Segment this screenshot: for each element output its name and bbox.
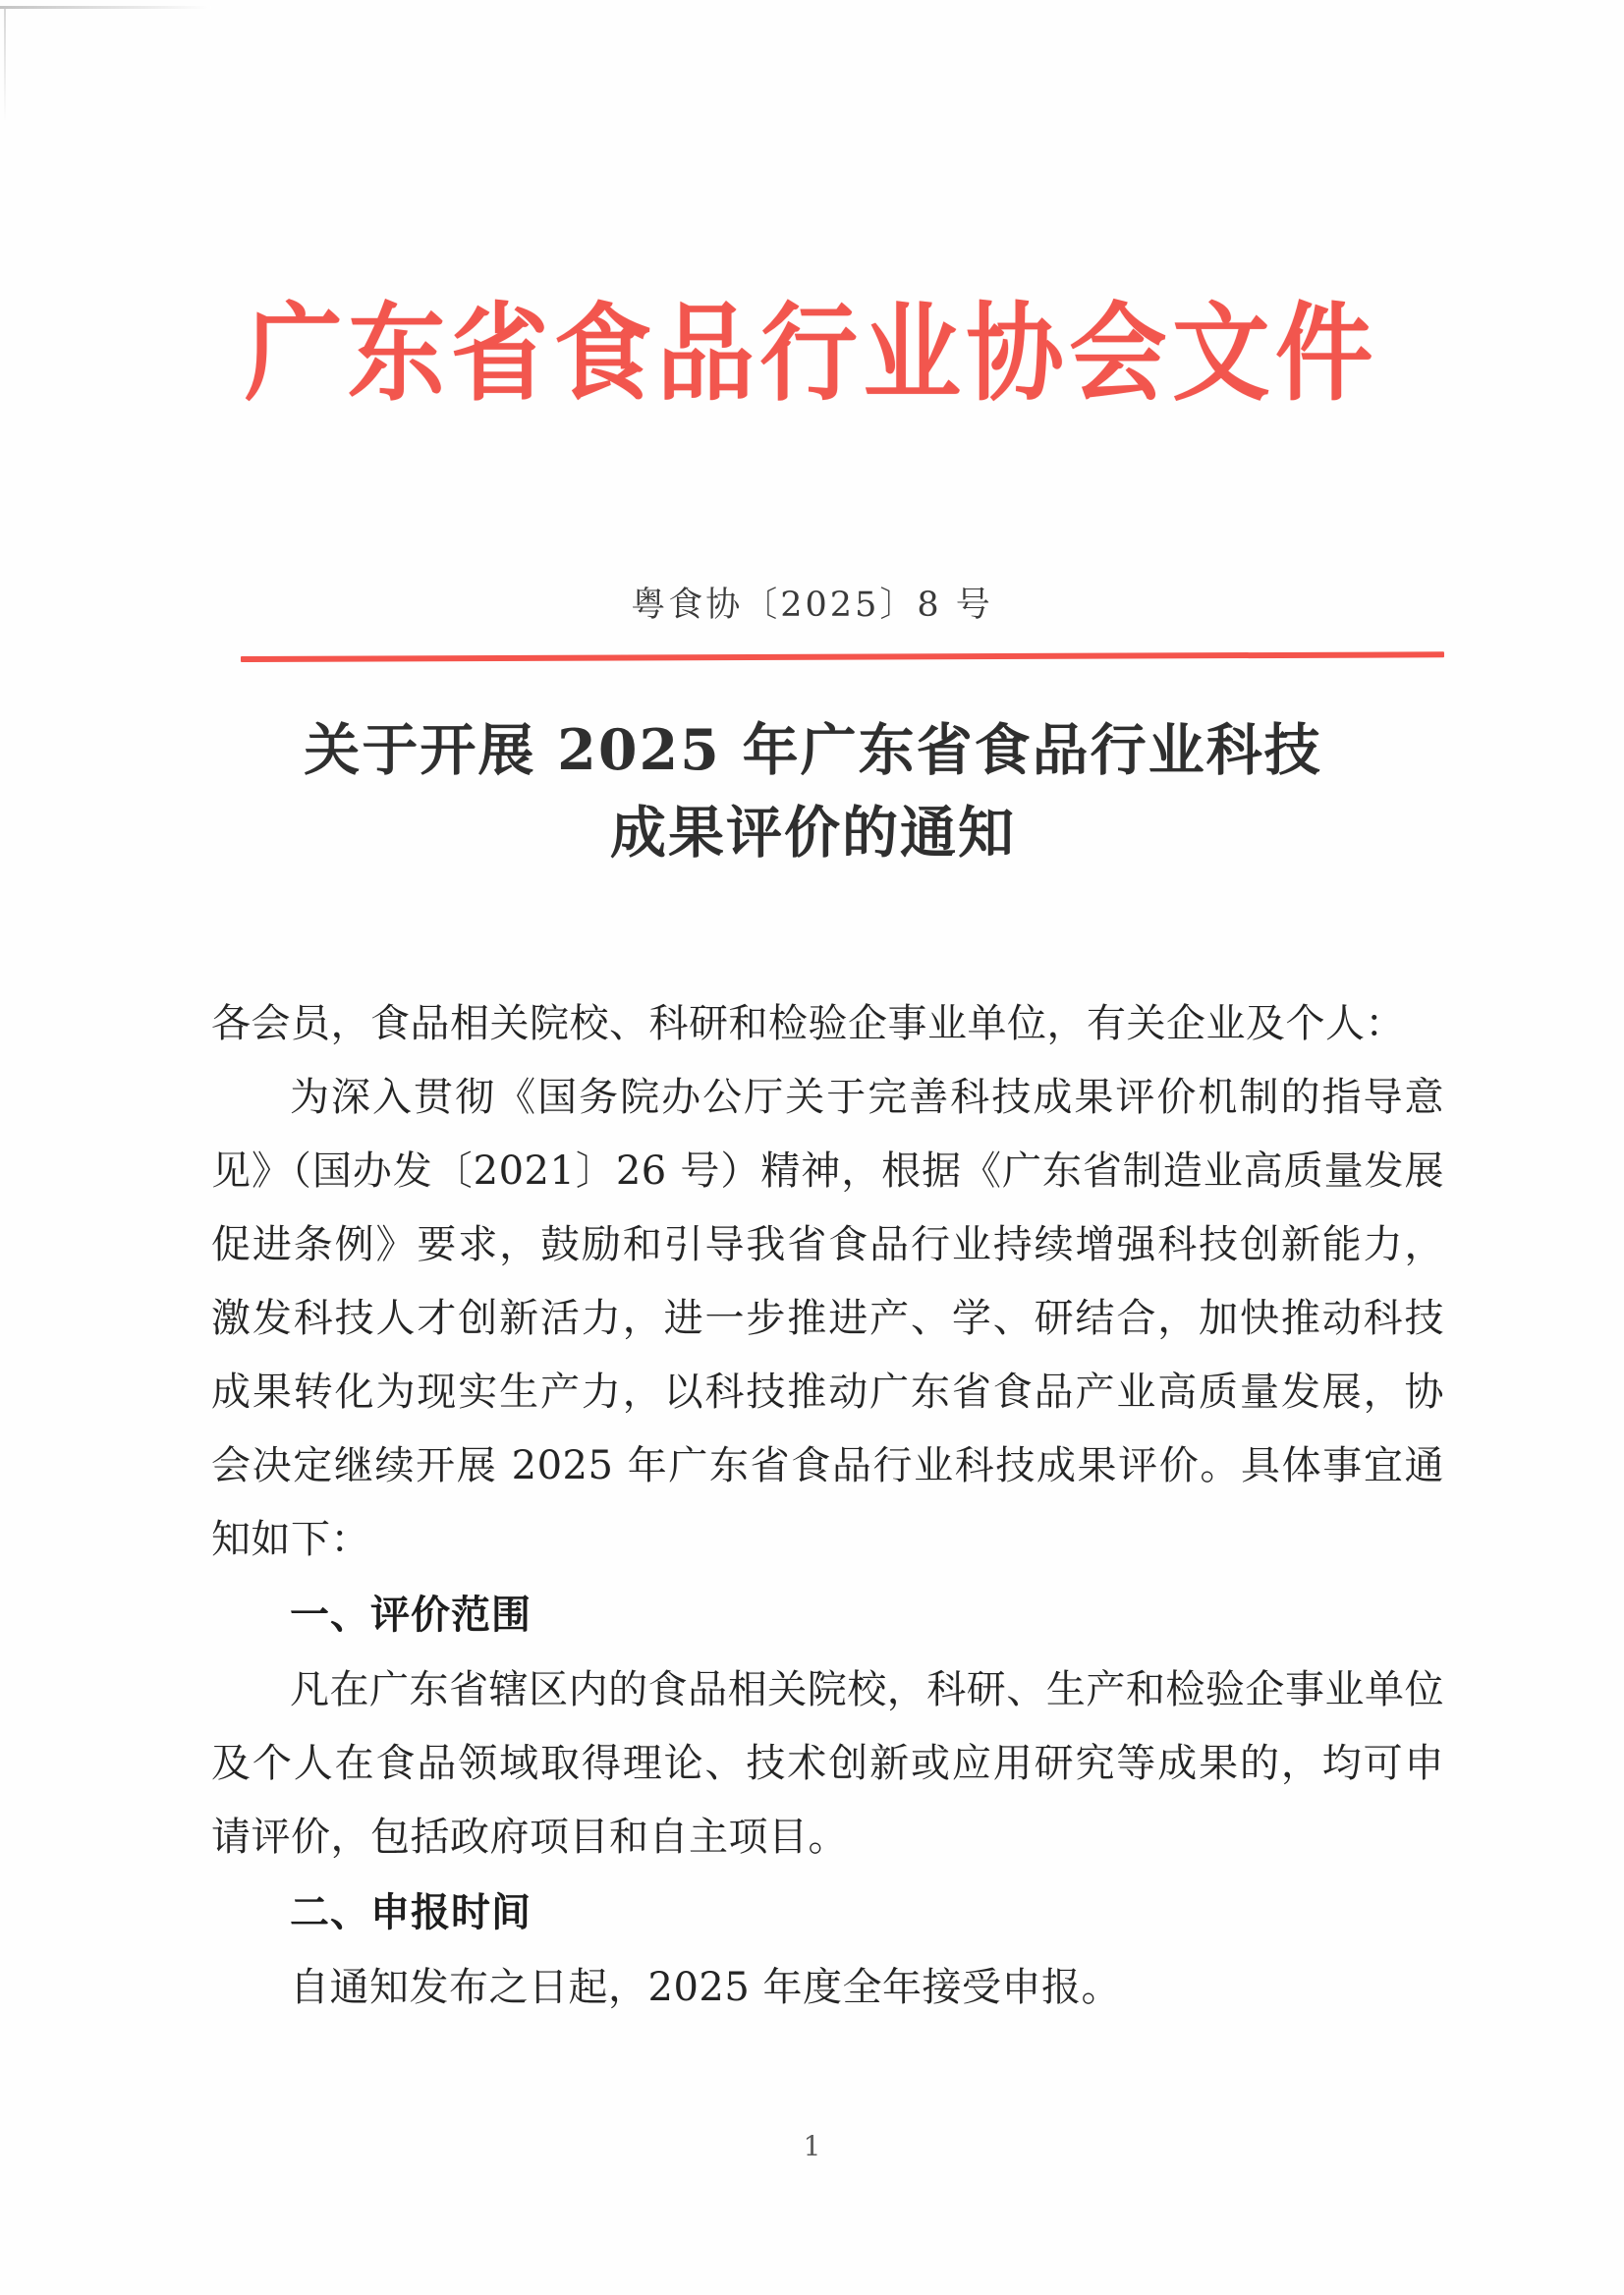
document-title-line-1: 关于开展 2025 年广东省食品行业科技 — [304, 717, 1322, 783]
section-heading-scope: 一、评价范围 — [290, 1593, 532, 1638]
letterhead — [0, 292, 1624, 416]
section-body-scope: 凡在广东省辖区内的食品相关院校，科研、生产和检验企事业单位及个人在食品领域取得理论、技术创新或应用研究等成果的，均可申请评价，包括政府项目和自主项目。 — [211, 1667, 1444, 1860]
letterhead-title: 广东省食品行业协会文件 — [245, 292, 1379, 416]
preamble-paragraph: 为深入贯彻《国务院办公厅关于完善科技成果评价机制的指导意见》（国办发〔2021〕26 号）精神，根据《广东省制造业高质量发展促进条例》要求，鼓励和引导我省食品行业持续增强科技创新能力，激发科技人才创新活力，进一步推进产、学、研结合，加快推动科技成果转化为现实生产力，以科技推动广东省食品产业高质量发展，协会决定继续开展 2025 年广东省食品行业科技成果评价。具体事宜通知如下： — [211, 1075, 1444, 1562]
red-separator-rule — [241, 651, 1444, 662]
section-body-application-period: 自通知发布之日起，2025 年度全年接受申报。 — [290, 1965, 1122, 2010]
document-body — [211, 987, 1444, 2025]
scan-edge-left — [4, 6, 6, 124]
section-heading-application-period: 二、申报时间 — [290, 1890, 532, 1935]
page-number: 1 — [803, 2130, 821, 2162]
salutation: 各会员，食品相关院校、科研和检验企事业单位，有关企业及个人： — [211, 1001, 1405, 1046]
document-serial-number: 粤食协〔2025〕8 号 — [631, 586, 993, 625]
document-title-line-2: 成果评价的通知 — [610, 800, 1016, 867]
document-title — [226, 709, 1400, 875]
scan-edge-top — [0, 6, 211, 9]
